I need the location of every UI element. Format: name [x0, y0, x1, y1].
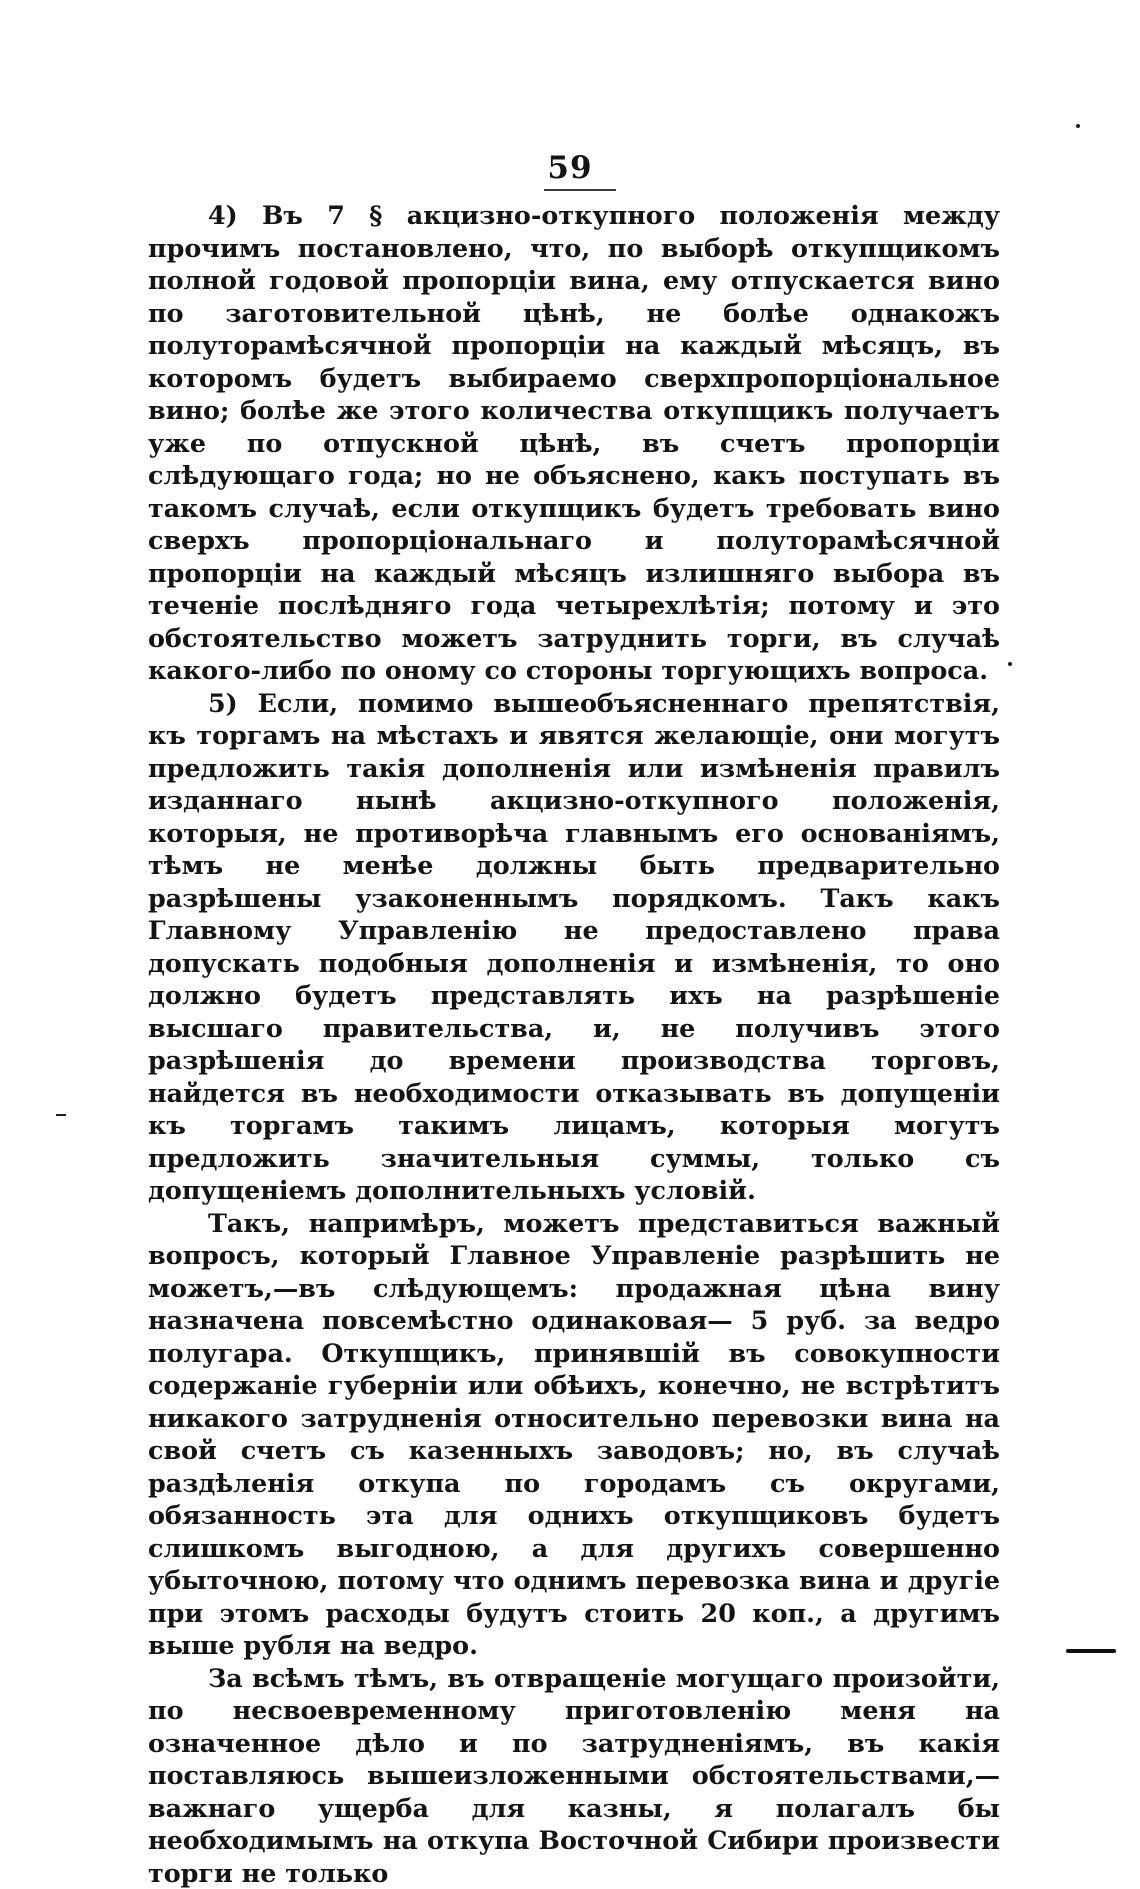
edge-rule	[1066, 1649, 1116, 1653]
paragraph-example: Такъ, напримѣръ, можетъ представиться важный вопросъ, который Главное Управленіе разрѣшить не можетъ,—въ слѣдующемъ: продажная цѣна вину назначена повсемѣстно одинаковая— 5 руб. за ведро полугара. Откупщикъ, принявшій въ совокупности содержаніе губерніи или обѣихъ, конечно, не встрѣтитъ никакого затрудненія относительно перевозки вина на свой счетъ съ казенныхъ заводовъ; но, въ случаѣ раздѣленія откупа по городамъ съ округами, обязанность эта для однихъ откупщиковъ будетъ слишкомъ выгодною, а для другихъ совершенно убыточною, потому что однимъ перевозка вина и другіе при этомъ расходы будутъ стоить 20 коп., а другимъ выше рубля на ведро.	[148, 1207, 1000, 1662]
scan-speck	[1076, 124, 1080, 128]
paragraph-5: 5) Если, помимо вышеобъясненнаго препятствія, къ торгамъ на мѣстахъ и явятся желающіе, они могутъ предложить такія дополненія или измѣненія правилъ изданнаго нынѣ акцизно-откупного положенія, которыя, не противорѣча главнымъ его основаніямъ, тѣмъ не менѣе должны быть предварительно разрѣшены узаконеннымъ порядкомъ. Такъ какъ Главному Управленію не предоставлено права допускать подобныя дополненія и измѣненія, то оно должно будетъ представлять ихъ на разрѣшеніе высшаго правительства, и, не получивъ этого разрѣшенія до времени производства торговъ, найдется въ необходимости отказывать въ допущеніи къ торгамъ такимъ лицамъ, которыя могутъ предложить значительныя суммы, только съ допущеніемъ дополнительныхъ условій.	[148, 687, 1000, 1207]
paragraph-4: 4) Въ 7 § акцизно-откупного положенія между прочимъ постановлено, что, по выборѣ откупщикомъ полной годовой пропорціи вина, ему отпускается вино по заготовительной цѣнѣ, не болѣе однакожъ полуторамѣсячной пропорціи на каждый мѣсяцъ, въ которомъ будетъ выбираемо сверхпропорціональное вино; болѣе же этого количества откупщикъ получаетъ уже по отпускной цѣнѣ, въ счетъ пропорціи слѣдующаго года; но не объяснено, какъ поступать въ такомъ случаѣ, если откупщикъ будетъ требовать вино сверхъ пропорціональнаго и полуторамѣсячной пропорціи на каждый мѣсяцъ излишняго выбора въ теченіе послѣдняго года четырехлѣтія; потому и это обстоятельство можетъ затруднить торги, въ случаѣ какого-либо по оному со стороны торгующихъ вопроса.	[148, 199, 1000, 687]
scan-mark	[56, 1114, 66, 1116]
text-body	[148, 199, 1000, 1889]
page-number: 59	[0, 150, 1140, 186]
paragraph-conclusion: За всѣмъ тѣмъ, въ отвращеніе могущаго произойти, по несвоевременному приготовленію меня на означенное дѣло и по затрудненіямъ, въ какія поставляюсь вышеизложенными обстоятельствами,—важнаго ущерба для казны, я полагалъ бы необходимымъ на откупа Восточной Сибири произвести торги не только	[148, 1662, 1000, 1889]
scan-speck	[1008, 662, 1012, 666]
page-number-underline	[544, 189, 616, 191]
